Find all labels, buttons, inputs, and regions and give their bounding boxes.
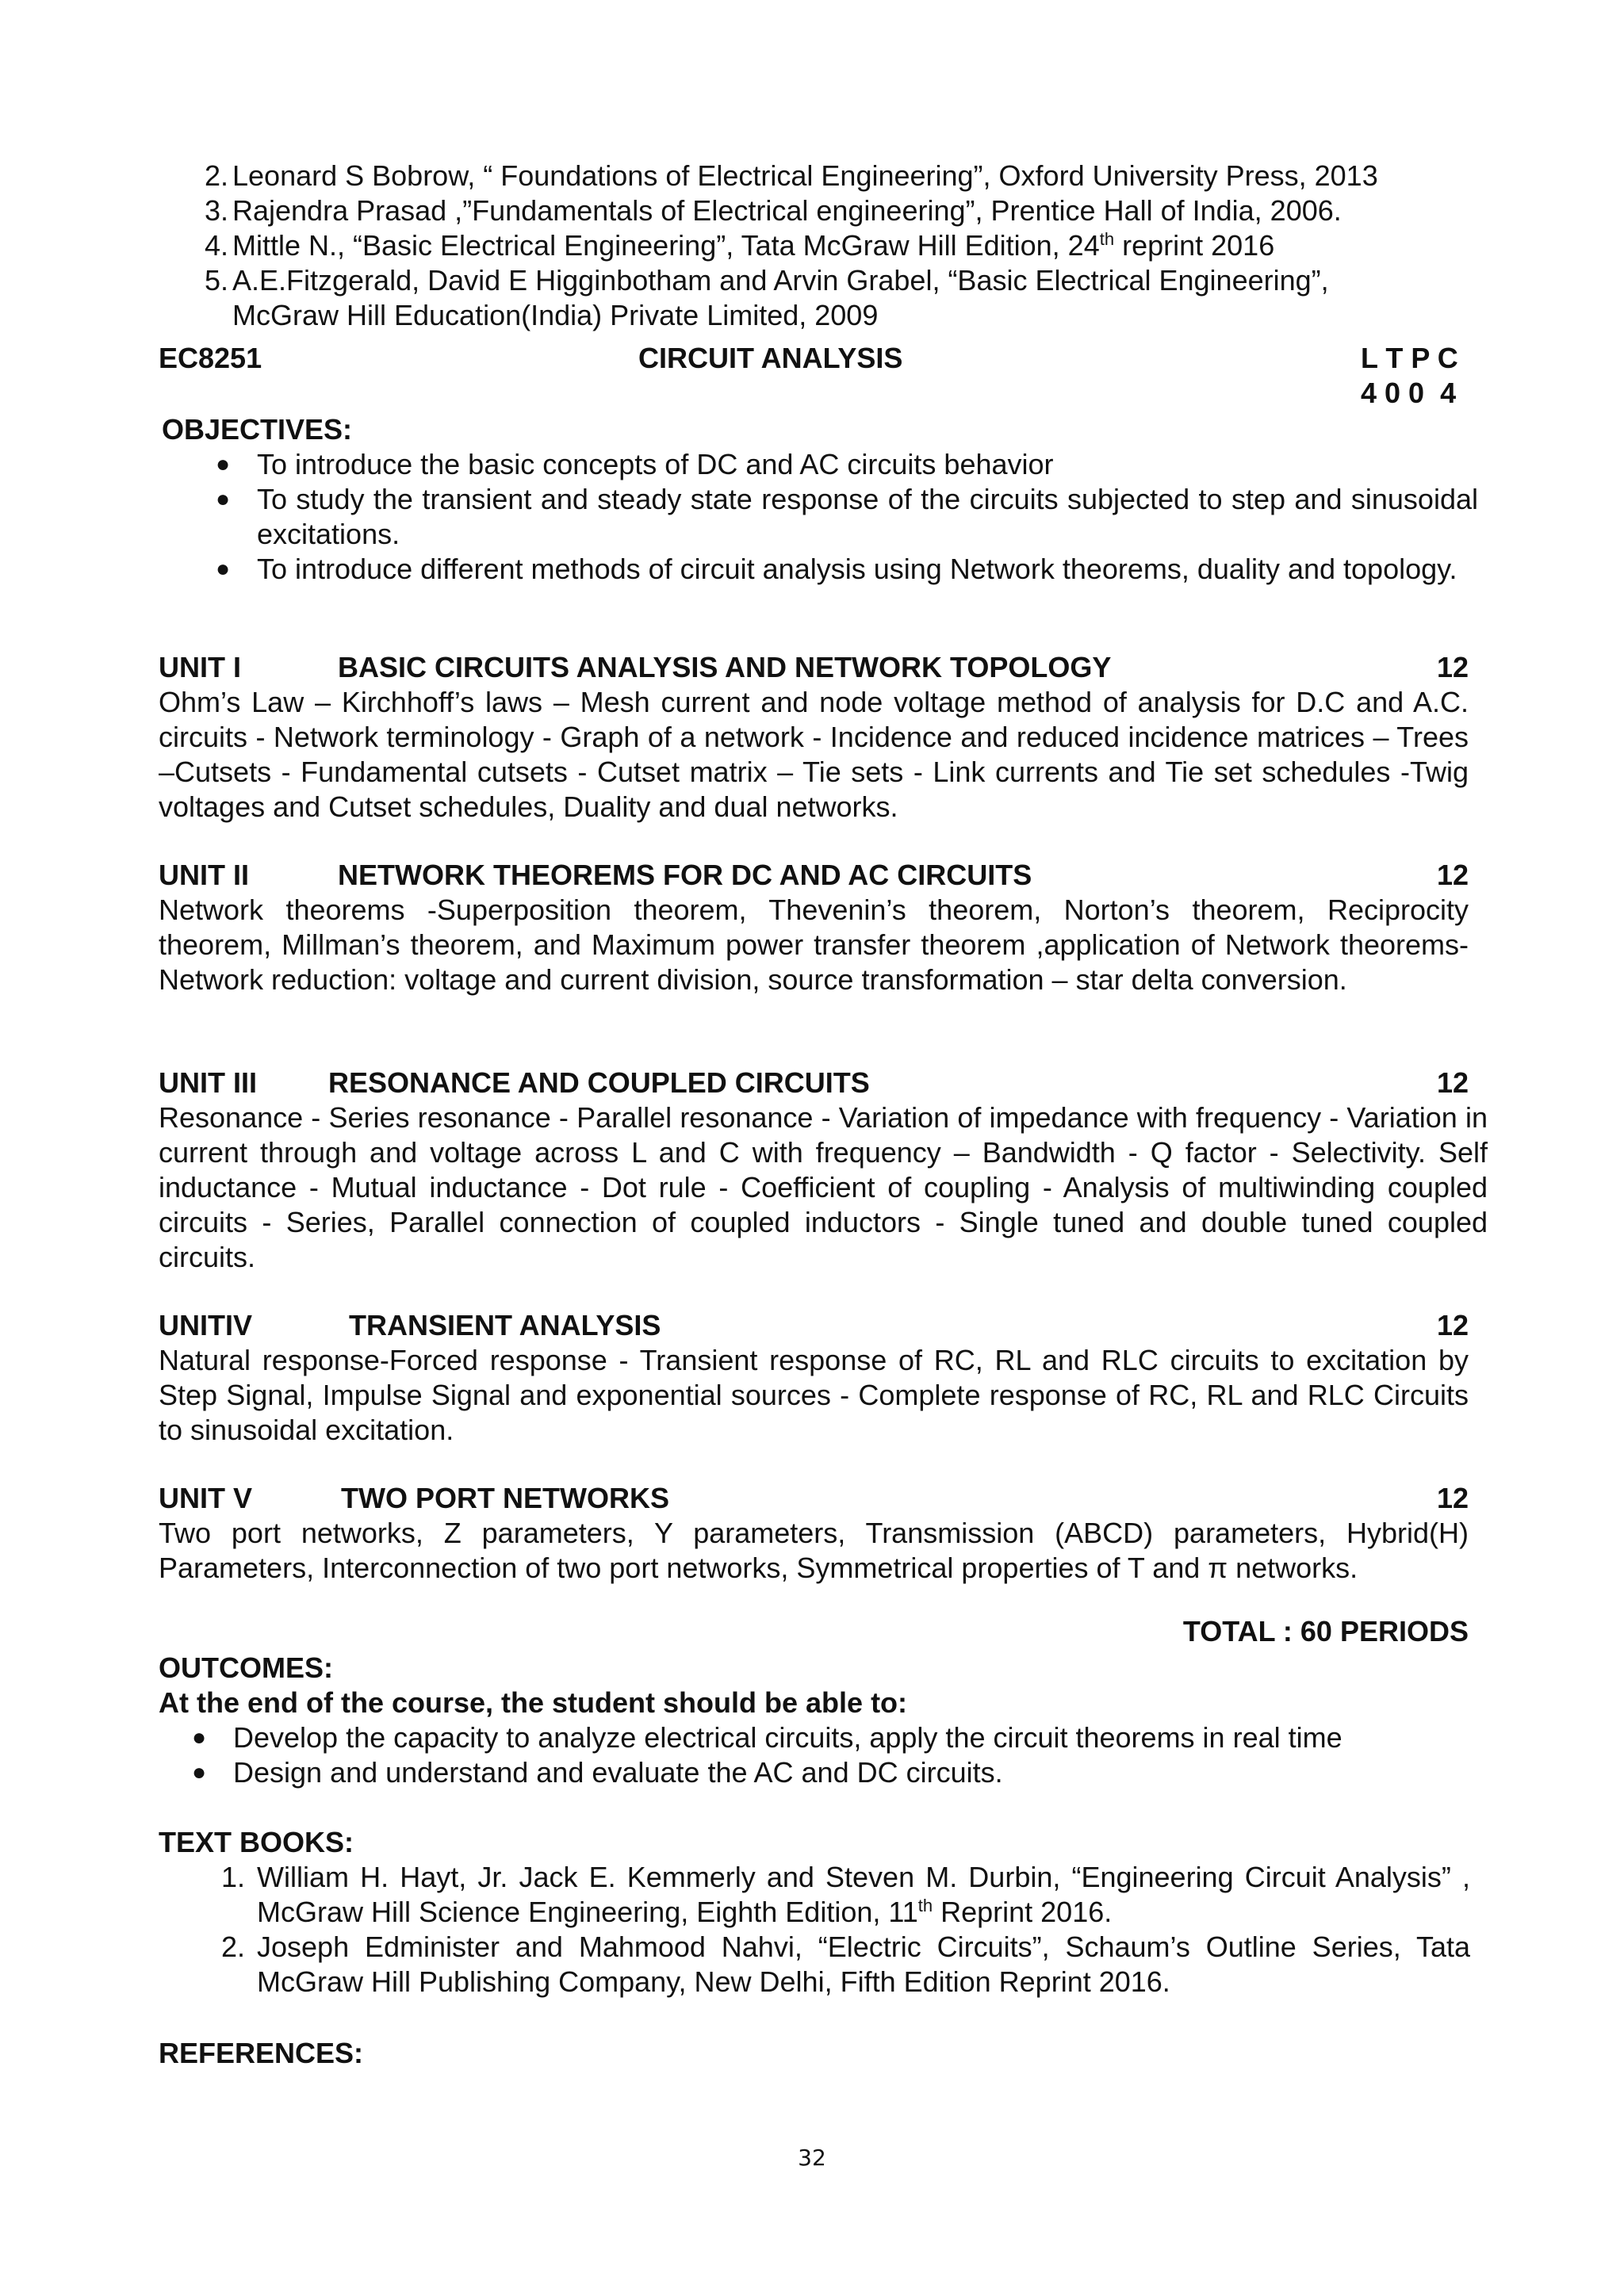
total-periods: TOTAL : 60 PERIODS: [1182, 1615, 1469, 1647]
unit-heading: UNITIV TRANSIENT ANALYSIS 12: [159, 1309, 1469, 1341]
bullet-icon: ●: [192, 1724, 207, 1751]
objective-item: ● To introduce different methods of circuit analysis using Network theorems, duality and topology.: [216, 553, 1457, 585]
unit-body: Natural response-Forced response - Transient response of RC, RL and RLC circuits to excitation by Step Signal, Impulse Signal and exponential sources - Complete response of RC, RL and RLC Circuits to sinusoidal excitation.: [159, 1344, 1469, 1446]
ltpc-label: L T P C: [1361, 342, 1458, 374]
course-code: EC8251: [159, 342, 262, 374]
objectives-list: [216, 447, 1478, 587]
outcomes-heading: OUTCOMES:: [159, 1651, 333, 1684]
course-title: CIRCUIT ANALYSIS: [638, 342, 903, 374]
outcome-item: ● Design and understand and evaluate the AC and DC circuits.: [192, 1756, 1003, 1789]
unit-heading: UNIT V TWO PORT NETWORKS 12: [159, 1482, 1469, 1514]
bullet-icon: ●: [216, 486, 231, 512]
unit-heading: UNIT III RESONANCE AND COUPLED CIRCUITS 12: [159, 1066, 1469, 1099]
outcomes-subheading: At the end of the course, the student should be able to:: [159, 1686, 908, 1719]
unit-body: Two port networks, Z parameters, Y parameters, Transmission (ABCD) parameters, Hybrid(H) Parameters, Interconnection of two port networks, Symmetrical properties of T and π networks.: [159, 1517, 1469, 1584]
text-book-item: 1. William H. Hayt, Jr. Jack E. Kemmerly and Steven M. Durbin, “Engineering Circuit Analysis” , McGraw Hill Science Engineering, Eighth Edition, 11th Reprint 2016.: [221, 1861, 1470, 1928]
unit-heading: UNIT I BASIC CIRCUITS ANALYSIS AND NETWORK TOPOLOGY 12: [159, 651, 1469, 683]
bullet-icon: ●: [192, 1759, 207, 1785]
objective-item: ● To introduce the basic concepts of DC and AC circuits behavior: [216, 448, 1054, 480]
reference-item: 5. A.E.Fitzgerald, David E Higginbotham and Arvin Grabel, “Basic Electrical Engineering”, McGraw Hill Education(India) Private Limited, 2009: [204, 264, 1329, 331]
page-number: 32: [798, 2145, 826, 2171]
objectives-heading: OBJECTIVES:: [162, 413, 353, 446]
bullet-icon: ●: [216, 556, 231, 582]
text-book-item: 2. Joseph Edminister and Mahmood Nahvi, “Electric Circuits”, Schaum’s Outline Series, Tata McGraw Hill Publishing Company, New Delhi, Fifth Edition Reprint 2016.: [221, 1931, 1470, 1998]
ltpc-values: 4 0 0 4: [1361, 377, 1457, 409]
text-books-list: [221, 1860, 1470, 1999]
text-books-heading: TEXT BOOKS:: [159, 1826, 354, 1858]
reference-item: 3. Rajendra Prasad ,”Fundamentals of Electrical engineering”, Prentice Hall of India, 2006.: [204, 194, 1342, 227]
unit-heading: UNIT II NETWORK THEOREMS FOR DC AND AC CIRCUITS 12: [159, 859, 1469, 891]
unit-body: Network theorems -Superposition theorem, Thevenin’s theorem, Norton’s theorem, Reciprocity theorem, Millman’s theorem, and Maximum power transfer theorem ,application of Network theorems- Network reduction: voltage and current division, source transformation – star delta conversion.: [159, 894, 1469, 996]
reference-item: 4. Mittle N., “Basic Electrical Engineering”, Tata McGraw Hill Edition, 24th reprint 2016: [204, 229, 1275, 262]
outcomes-list: [192, 1720, 1470, 1790]
outcome-item: ● Develop the capacity to analyze electrical circuits, apply the circuit theorems in real time: [192, 1721, 1342, 1754]
unit-body: Resonance - Series resonance - Parallel resonance - Variation of impedance with frequency - Variation in current through and voltage across L and C with frequency – Bandwidth - Q factor - Selectivity. Self inductance - Mutual inductance - Dot rule - Coefficient of coupling - Analysis of multiwinding coupled circuits - Series, Parallel connection of coupled inductors - Single tuned and double tuned coupled circuits.: [159, 1101, 1488, 1273]
previous-references: [204, 159, 1469, 333]
reference-item: 2. Leonard S Bobrow, “ Foundations of Electrical Engineering”, Oxford University Press, 2013: [204, 159, 1378, 192]
bullet-icon: ●: [216, 451, 231, 477]
unit-body: Ohm’s Law – Kirchhoff’s laws – Mesh current and node voltage method of analysis for D.C and A.C. circuits - Network terminology - Graph of a network - Incidence and reduced incidence matrices – Trees –Cutsets - Fundamental cutsets - Cutset matrix – Tie sets - Link currents and Tie set schedules -Twig voltages and Cutset schedules, Duality and dual networks.: [159, 686, 1469, 823]
objective-item: ● To study the transient and steady state response of the circuits subjected to step and sinusoidal excitations.: [216, 483, 1478, 550]
references-heading: REFERENCES:: [159, 2037, 364, 2069]
